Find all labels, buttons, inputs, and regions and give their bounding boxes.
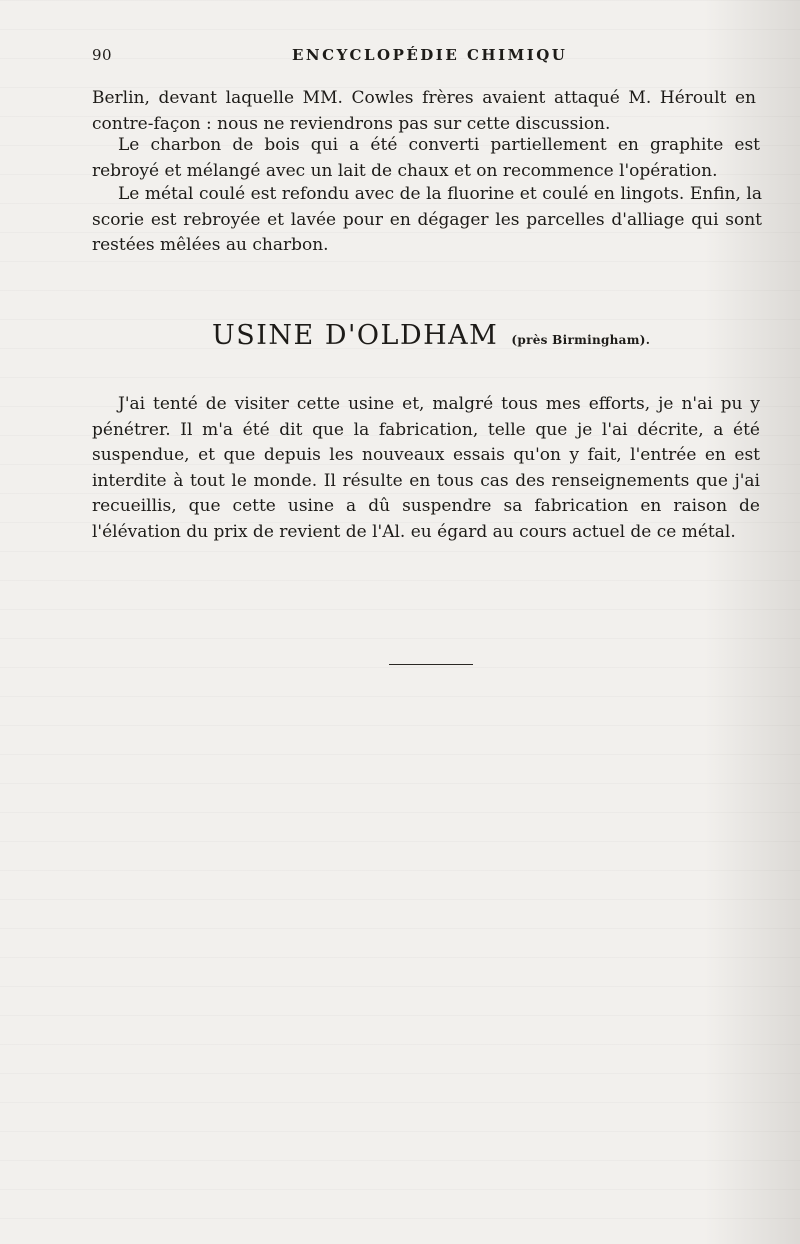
section-heading [212,320,651,354]
page-number: 90 [92,46,113,64]
section-divider-rule [389,664,473,665]
page-header [92,46,732,70]
paragraph-berlin: Berlin, devant laquelle MM. Cowles frères avaient attaqué M. Héroult en contre-façon : nous ne reviendrons pas sur cette discussion. [92,88,756,134]
paragraph-oldham: J'ai tenté de visiter cette usine et, malgré tous mes efforts, je n'ai pu y pénétrer. Il m'a été dit que la fabrication, telle que je l'ai décrite, a été suspendue, et que depuis les nouveaux essais qu'on y fait, l'entrée en est interdite à tout le monde. Il résulte en tous cas des renseignements que j'ai recueillis, que cette usine a dû suspendre sa fabrication en raison de l'élévation du prix de revient de l'Al. eu égard au cours actuel de ce métal. [92,394,760,542]
section-title: USINE D'OLDHAM [212,320,499,351]
section-subtitle: (près Birmingham). [511,333,651,347]
paragraph-metal: Le métal coulé est refondu avec de la fluorine et coulé en lingots. Enfin, la scorie est rebroyée et lavée pour en dégager les parcelles d'alliage qui sont restées mêlées au charbon. [92,184,762,255]
running-head: ENCYCLOPÉDIE CHIMIQU [292,46,568,64]
paragraph-charbon: Le charbon de bois qui a été converti partiellement en graphite est rebroyé et mélangé avec un lait de chaux et on recommence l'opération. [92,135,760,181]
